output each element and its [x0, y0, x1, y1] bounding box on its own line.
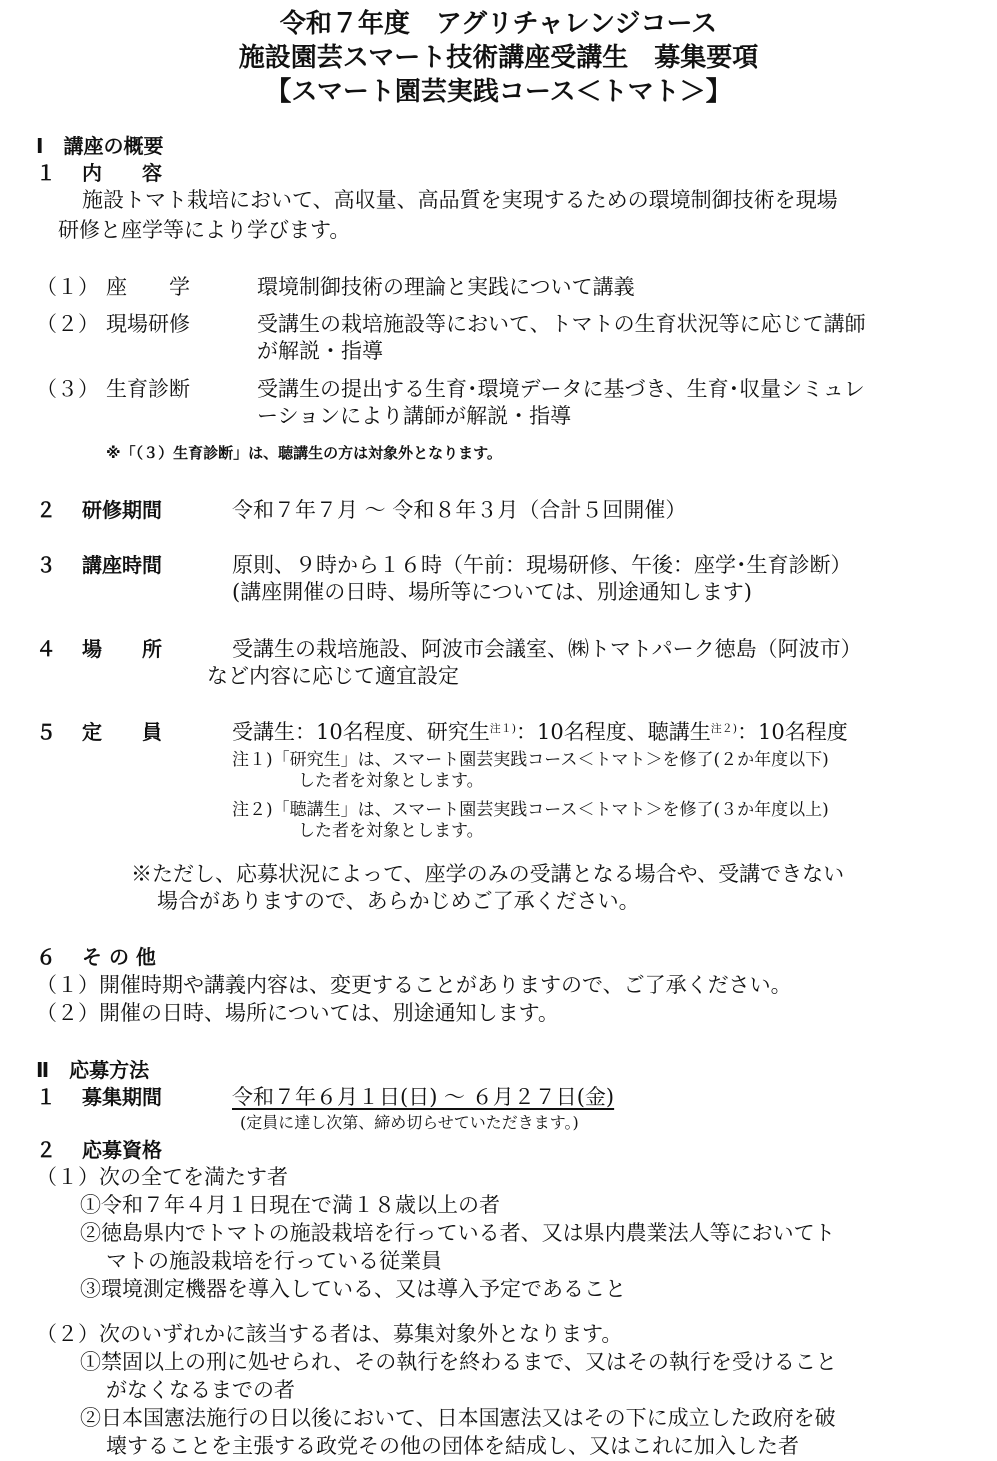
exclusion-b2: ②日本国憲法施行の日以後において、日本国憲法又はその下に成立した政府を破 — [80, 1406, 836, 1430]
sub-item-desc: 環境制御技術の理論と実践について講義 — [257, 275, 635, 299]
item-4-label: 場 所 — [82, 637, 162, 661]
eligibility-sub-1: （１）次の全てを満たす者 — [36, 1165, 288, 1189]
exclusion-b2-cont: 壊することを主張する政党その他の団体を結成し、又はこれに加入した者 — [106, 1434, 799, 1458]
other-line-1: （１）開催時期や講義内容は、変更することがありますので、ご了承ください。 — [36, 973, 792, 997]
item-5-num: ５ — [36, 720, 56, 744]
capacity-note-1-cont: した者を対象とします。 — [298, 771, 484, 791]
section-2-item-1-num: １ — [36, 1085, 56, 1109]
exclusion-b1: ①禁固以上の刑に処せられ、その執行を終わるまで、又はその執行を受けること — [80, 1350, 837, 1374]
section-2-item-2-label: 応募資格 — [82, 1138, 162, 1162]
eligibility-a3: ③環境測定機器を導入している、又は導入予定であること — [80, 1277, 626, 1301]
sub-item-num: （２） — [36, 312, 99, 336]
eligibility-a2: ②徳島県内でトマトの施設栽培を行っている者、又は県内農業法人等においてト — [80, 1221, 836, 1245]
title-line-3: 【スマート園芸実践コース＜トマト＞】 — [265, 77, 732, 107]
item-5-label: 定 員 — [82, 720, 162, 744]
eligibility-a1: ①令和７年４月１日現在で満１８歳以上の者 — [80, 1193, 500, 1217]
item-1-label: 内 容 — [82, 161, 162, 185]
course-hours-value: 原則、９時から１６時（午前：現場研修、午後：座学･生育診断） — [232, 553, 852, 577]
sub-item-desc-cont: が解説・指導 — [257, 339, 383, 363]
sub-item-desc-cont: ーションにより講師が解説・指導 — [257, 404, 572, 428]
recruitment-period-value: 令和７年６月１日(日) ～ ６月２７日(金) — [232, 1085, 615, 1109]
recruitment-period-note: (定員に達し次第、締め切らせていただきます。) — [240, 1113, 579, 1132]
section-2-heading: Ⅱ 応募方法 — [36, 1058, 150, 1082]
capacity-remark: ※ただし、応募状況によって、座学のみの受講となる場合や、受講できない — [131, 862, 845, 886]
sub-item-label: 現場研修 — [106, 312, 190, 336]
title-line-2: 施設園芸スマート技術講座受講生 募集要項 — [238, 43, 759, 73]
sub-item-desc: 受講生の提出する生育･環境データに基づき、生育･収量シミュレ — [257, 377, 865, 401]
sub-item-num: （３） — [36, 377, 99, 401]
item-6-label: そ の 他 — [82, 945, 156, 969]
capacity-note-2-cont: した者を対象とします。 — [298, 821, 484, 841]
diagnosis-note: ※「（３）生育診断」は、聴講生の方は対象外となります。 — [106, 444, 502, 462]
eligibility-sub-2: （２）次のいずれかに該当する者は、募集対象外となります。 — [36, 1322, 623, 1346]
item-3-num: ３ — [36, 553, 56, 577]
item-6-num: ６ — [36, 945, 56, 969]
capacity-remark-cont: 場合がありますので、あらかじめご了承ください。 — [157, 889, 640, 913]
section-2-item-1-label: 募集期間 — [82, 1085, 162, 1109]
item-4-num: ４ — [36, 637, 56, 661]
capacity-value: 受講生：10名程度、研究生$^{注1)}$：10名程度、聴講生$^{注2)}$：10名程度 — [232, 720, 848, 744]
capacity-note-2: 注２)「聴講生」は、スマート園芸実践コース＜トマト＞を修了(３か年度以上) — [232, 800, 829, 820]
course-hours-note: (講座開催の日時、場所等については、別途通知します) — [232, 580, 752, 604]
sub-item-num: （１） — [36, 275, 99, 299]
exclusion-b1-cont: がなくなるまでの者 — [106, 1378, 295, 1402]
title-line-1: 令和７年度 アグリチャレンジコース — [279, 9, 718, 39]
item-1-text-line-1: 施設トマト栽培において、高収量、高品質を実現するための環境制御技術を現場 — [82, 188, 838, 212]
item-3-label: 講座時間 — [82, 553, 162, 577]
capacity-note-1: 注１)「研究生」は、スマート園芸実践コース＜トマト＞を修了(２か年度以下) — [232, 750, 829, 770]
section-1-heading: Ⅰ 講座の概要 — [36, 134, 164, 158]
venue-value: 受講生の栽培施設、阿波市会議室、㈱トマトパーク徳島（阿波市） — [232, 637, 862, 661]
eligibility-a2-cont: マトの施設栽培を行っている従業員 — [106, 1249, 442, 1273]
item-1-num: １ — [36, 161, 56, 185]
venue-value-cont: など内容に応じて適宜設定 — [207, 664, 459, 688]
training-period-value: 令和７年７月 ～ 令和８年３月（合計５回開催） — [232, 498, 687, 522]
sub-item-desc: 受講生の栽培施設等において、トマトの生育状況等に応じて講師 — [257, 312, 866, 336]
section-2-item-2-num: ２ — [36, 1138, 56, 1162]
sub-item-label: 生育診断 — [106, 377, 190, 401]
item-2-label: 研修期間 — [82, 498, 162, 522]
item-2-num: ２ — [36, 498, 56, 522]
other-line-2: （２）開催の日時、場所については、別途通知します。 — [36, 1001, 559, 1025]
sub-item-label: 座 学 — [106, 275, 190, 299]
item-1-text-line-2: 研修と座学等により学びます。 — [58, 218, 351, 242]
